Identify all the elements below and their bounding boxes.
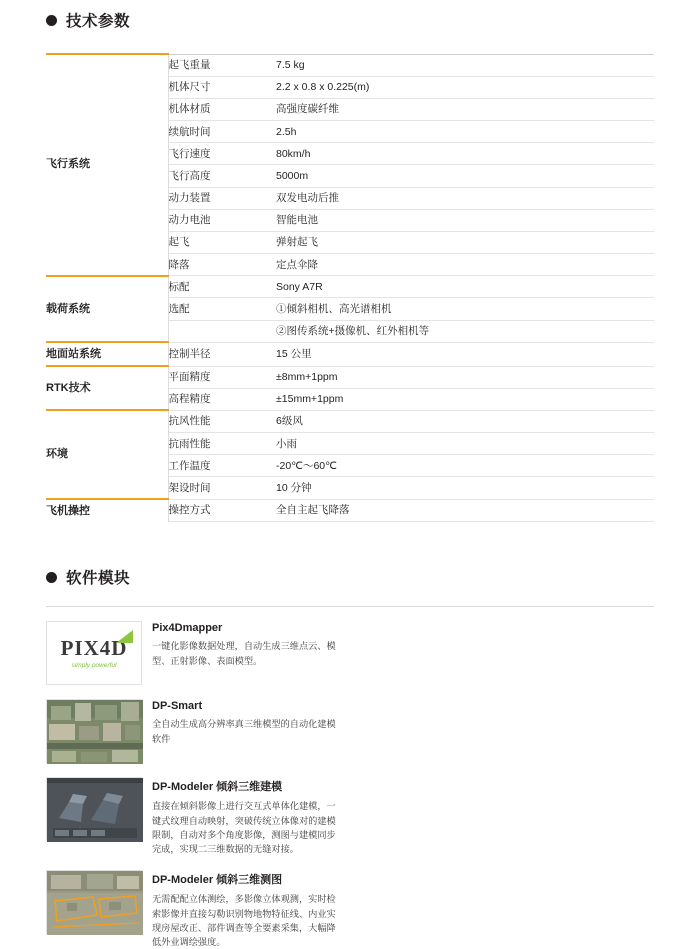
spec-key: 飞行高度 — [168, 165, 276, 187]
spec-value: 小雨 — [276, 433, 654, 455]
software-module-text — [152, 870, 342, 949]
spec-category: 飞机操控 — [46, 499, 168, 522]
specifications-table — [46, 53, 654, 522]
table-row — [46, 366, 654, 388]
spec-key — [168, 320, 276, 342]
spec-key: 起飞 — [168, 231, 276, 253]
software-module-card — [46, 777, 342, 856]
software-module-title: Pix4Dmapper — [152, 622, 223, 635]
software-module-description: 直接在倾斜影像上进行交互式单体化建模，一键式纹理自动映射，突破传统立体像对的建模限制，自动对多个角度影像，测图与建模同步完成，实现二三维数据的无缝对接。 — [152, 801, 336, 855]
table-row — [46, 54, 654, 76]
spec-category: 环境 — [46, 410, 168, 499]
spec-value: 2.2 x 0.8 x 0.225(m) — [276, 76, 654, 98]
software-module-text — [152, 699, 342, 763]
software-module-text — [152, 777, 342, 856]
spec-value: -20℃～60℃ — [276, 455, 654, 477]
pix4d-logo-tagline: simply powerful — [71, 661, 117, 669]
spec-value: 定点伞降 — [276, 254, 654, 276]
spec-value: 5000m — [276, 165, 654, 187]
spec-category: 飞行系统 — [46, 54, 168, 276]
spec-key: 飞行速度 — [168, 143, 276, 165]
modeler-screenshot-thumbnail — [46, 777, 142, 841]
software-modules-wrapper — [0, 606, 700, 949]
spec-key: 工作温度 — [168, 455, 276, 477]
green-wedge-icon — [116, 630, 133, 643]
spec-key: 起飞重量 — [168, 54, 276, 76]
software-module-title: DP-Smart — [152, 700, 203, 713]
spec-key: 降落 — [168, 254, 276, 276]
spec-table-wrapper — [0, 53, 700, 522]
spec-value: Sony A7R — [276, 276, 654, 298]
tech-section-heading — [0, 0, 700, 31]
spec-value: 弹射起飞 — [276, 231, 654, 253]
software-module-card — [46, 870, 342, 949]
spec-value: 智能电池 — [276, 209, 654, 231]
spec-value: 80km/h — [276, 143, 654, 165]
spec-value: 全自主起飞降落 — [276, 499, 654, 522]
spec-category: 载荷系统 — [46, 276, 168, 343]
spec-value: 6级风 — [276, 410, 654, 432]
modeler-screenshot-graphic — [47, 778, 143, 842]
software-module-card — [46, 621, 342, 685]
spec-value: 15 公里 — [276, 342, 654, 366]
software-modules-grid — [46, 621, 654, 949]
spec-key: 控制半径 — [168, 342, 276, 366]
spec-key: 动力装置 — [168, 187, 276, 209]
pix4d-logo-text: PIX4D — [60, 635, 128, 660]
aerial-city-photo-thumbnail — [46, 699, 142, 763]
software-module-description: 无需配配立体测绘，多影像立体观测，实时检索影像并直接勾勒识别物地物特征线、内业实现房屋改正、部件调查等全要素采集，大幅降低外业调绘强度。 — [152, 894, 336, 948]
spec-key: 标配 — [168, 276, 276, 298]
spec-value: ±8mm+1ppm — [276, 366, 654, 388]
spec-key: 平面精度 — [168, 366, 276, 388]
spec-key: 高程精度 — [168, 388, 276, 410]
spec-key: 操控方式 — [168, 499, 276, 522]
spec-key: 架设时间 — [168, 477, 276, 499]
table-row — [46, 276, 654, 298]
spec-table-body — [46, 54, 654, 522]
spec-key: 续航时间 — [168, 121, 276, 143]
spec-key: 抗雨性能 — [168, 433, 276, 455]
spec-key: 抗风性能 — [168, 410, 276, 432]
spec-value: 2.5h — [276, 121, 654, 143]
measure-screenshot-thumbnail — [46, 870, 142, 934]
spec-value: ①倾斜相机、高光谱相机 — [276, 298, 654, 320]
software-module-title: DP-Modeler 倾斜三维测图 — [152, 874, 283, 887]
spec-key: 动力电池 — [168, 209, 276, 231]
spec-category: 地面站系统 — [46, 342, 168, 366]
pix4d-logo-thumbnail — [46, 621, 142, 685]
software-module-description: 一键化影像数据处理，自动生成三维点云、模型、正射影像、表面模型。 — [152, 641, 336, 666]
spec-value: 双发电动后推 — [276, 187, 654, 209]
software-module-text — [152, 621, 342, 685]
spec-key: 机体材质 — [168, 98, 276, 120]
measure-screenshot-graphic — [47, 871, 143, 935]
software-section-heading — [0, 566, 700, 588]
software-module-title: DP-Modeler 倾斜三维建模 — [152, 781, 283, 794]
bullet-icon — [46, 572, 57, 583]
software-module-description: 全自动生成高分辨率真三维模型的自动化建模软件 — [152, 719, 336, 744]
tech-section-title: 技术参数 — [66, 13, 131, 30]
spec-value: ±15mm+1ppm — [276, 388, 654, 410]
spec-category: RTK技术 — [46, 366, 168, 410]
spec-key: 机体尺寸 — [168, 76, 276, 98]
spec-value: ②图传系统+摄像机、红外相机等 — [276, 320, 654, 342]
aerial-city-photo-graphic — [47, 700, 143, 764]
software-section-title: 软件模块 — [66, 570, 131, 588]
bullet-icon — [46, 15, 57, 26]
software-module-card — [46, 699, 342, 763]
table-row — [46, 342, 654, 366]
spec-value: 10 分钟 — [276, 477, 654, 499]
table-row — [46, 499, 654, 522]
spec-key: 选配 — [168, 298, 276, 320]
table-row — [46, 410, 654, 432]
spec-value: 高强度碳纤维 — [276, 98, 654, 120]
divider — [46, 606, 654, 607]
spec-value: 7.5 kg — [276, 54, 654, 76]
